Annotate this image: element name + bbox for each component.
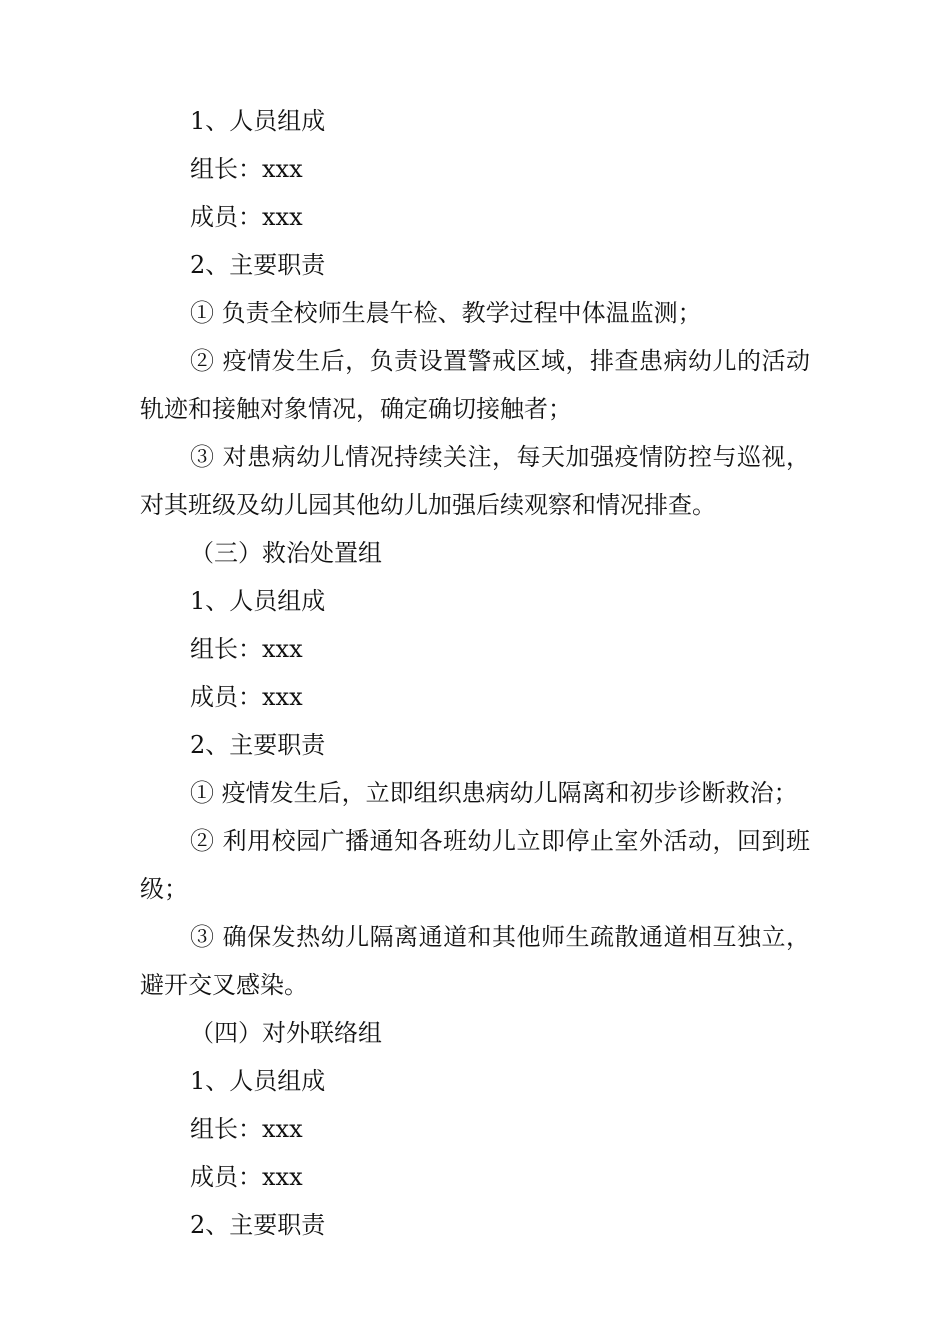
duty-item-3: ③ 确保发热幼儿隔离通道和其他师生疏散通道相互独立，避开交叉感染。 [140, 923, 810, 999]
group-leader: 组长：xxx [190, 635, 303, 663]
duty-item-2: ② 疫情发生后，负责设置警戒区域，排查患病幼儿的活动轨迹和接触对象情况，确定确切接触者； [140, 347, 810, 423]
section-heading-treatment-group: （三）救治处置组 [190, 539, 382, 567]
group-members: 成员：xxx [190, 1163, 303, 1191]
heading-personnel-composition: 1、人员组成 [190, 587, 326, 615]
heading-main-duties: 2、主要职责 [190, 251, 326, 279]
section-heading-liaison-group: （四）对外联络组 [190, 1019, 382, 1047]
heading-personnel-composition: 1、人员组成 [190, 107, 326, 135]
duty-item-2: ② 利用校园广播通知各班幼儿立即停止室外活动，回到班级； [140, 827, 810, 903]
heading-personnel-composition: 1、人员组成 [190, 1067, 326, 1095]
group-members: 成员：xxx [190, 203, 303, 231]
duty-item-1: ① 疫情发生后，立即组织患病幼儿隔离和初步诊断救治； [190, 779, 798, 807]
duty-item-1: ① 负责全校师生晨午检、教学过程中体温监测； [190, 299, 702, 327]
heading-main-duties: 2、主要职责 [190, 731, 326, 759]
group-leader: 组长：xxx [190, 155, 303, 183]
duty-item-3: ③ 对患病幼儿情况持续关注，每天加强疫情防控与巡视，对其班级及幼儿园其他幼儿加强后续观察和情况排查。 [140, 443, 810, 519]
group-leader: 组长：xxx [190, 1115, 303, 1143]
group-members: 成员：xxx [190, 683, 303, 711]
heading-main-duties: 2、主要职责 [190, 1211, 326, 1239]
document-body [140, 97, 810, 1249]
